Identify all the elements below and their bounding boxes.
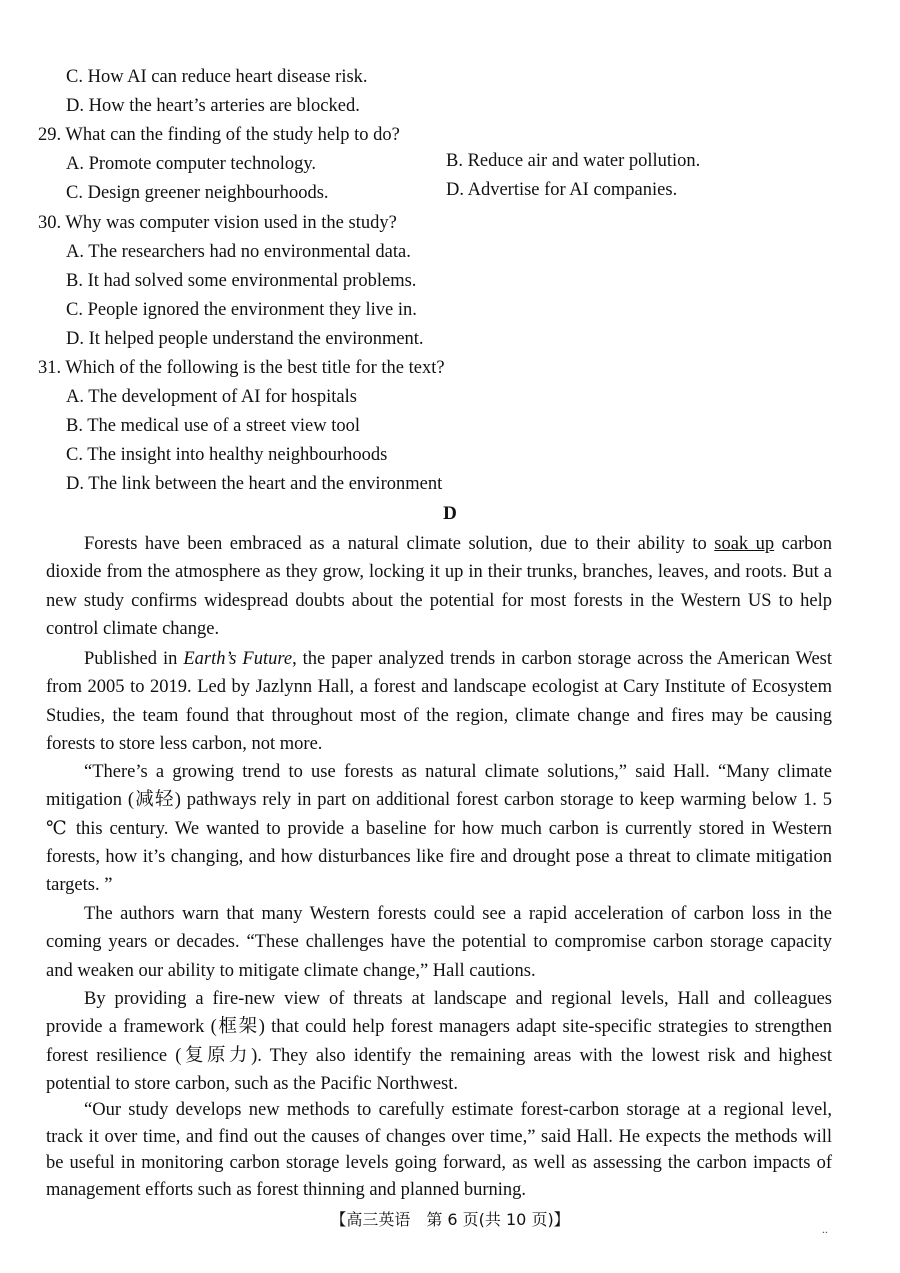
q29-option-d: D. Advertise for AI companies. xyxy=(446,180,678,200)
passage-paragraph-2 xyxy=(46,645,832,758)
q30-option-d: D. It helped people understand the environment. xyxy=(66,329,424,349)
q28-option-d: D. How the heart’s arteries are blocked. xyxy=(66,96,360,116)
p1-text-after: carbon dioxide from the atmosphere as they grow, locking it up in their trunks, branches, leaves, and roots. But a new study confirms widespread doubts about the potential for most forests in the Western US to help control climate change. xyxy=(46,534,832,639)
p1-text-before: Forests have been embraced as a natural climate solution, due to their ability to xyxy=(84,534,715,554)
p1-underlined-phrase: soak up xyxy=(714,534,775,554)
q30-option-c: C. People ignored the environment they live in. xyxy=(66,300,417,320)
corner-mark: .. xyxy=(822,1222,828,1236)
q30-option-b: B. It had solved some environmental problems. xyxy=(66,271,417,291)
q29-option-a: A. Promote computer technology. xyxy=(66,154,317,174)
q31-option-b: B. The medical use of a street view tool xyxy=(66,416,361,436)
q30-option-a: A. The researchers had no environmental data. xyxy=(66,242,411,262)
q31-option-a: A. The development of AI for hospitals xyxy=(66,387,357,407)
q29-option-c: C. Design greener neighbourhoods. xyxy=(66,183,329,203)
passage-paragraph-4: The authors warn that many Western forests could see a rapid acceleration of carbon loss in the coming years or decades. “These challenges have the potential to compromise carbon storage capacity and weaken our ability to mitigate climate change,” Hall cautions. xyxy=(46,904,832,981)
q29-stem: 29. What can the finding of the study help to do? xyxy=(38,125,400,145)
q29-option-b: B. Reduce air and water pollution. xyxy=(446,151,701,171)
q31-stem: 31. Which of the following is the best title for the text? xyxy=(38,358,445,378)
passage-paragraph-6: “Our study develops new methods to carefully estimate forest-carbon storage at a regional level, track it over time, and find out the causes of changes over time,” said Hall. He expects the methods will be useful in monitoring carbon storage levels going forward, as well as assessing the carbon impacts of management efforts such as forest thinning and planned burning. xyxy=(46,1100,832,1200)
q28-option-c: C. How AI can reduce heart disease risk. xyxy=(66,67,368,87)
p2-text-before: Published in xyxy=(84,649,184,669)
q30-stem: 30. Why was computer vision used in the study? xyxy=(38,213,397,233)
p2-journal-title: Earth’s Future xyxy=(183,649,293,669)
p2-text-after: , the paper analyzed trends in carbon storage across the American West from 2005 to 2019. Led by Jazlynn Hall, a forest and landscape ecologist at Cary Institute of Ecosystem Studies, the team found that throughout most of the region, climate change and fires may be causing forests to store less carbon, not more. xyxy=(46,649,833,754)
page-footer: 【高三英语 第 6 页(共 10 页)】 xyxy=(330,1210,570,1229)
section-heading: D xyxy=(443,503,457,524)
passage-paragraph-5: By providing a fire-new view of threats at landscape and regional levels, Hall and colleagues provide a framework (框架) that could help forest managers adapt site-specific strategies to strengthen forest resilience (复原力). They also identify the remaining areas with the lowest risk and highest potential to store carbon, such as the Pacific Northwest. xyxy=(46,989,832,1094)
q31-option-c: C. The insight into healthy neighbourhoods xyxy=(66,445,388,465)
passage-paragraph-3: “There’s a growing trend to use forests as natural climate solutions,” said Hall. “Many climate mitigation (减轻) pathways rely in part on additional forest carbon storage to keep warming below 1. 5 ℃ this century. We wanted to provide a baseline for how much carbon is currently stored in Western forests, how it’s changing, and how disturbances like fire and drought pose a threat to climate mitigation targets. ” xyxy=(46,762,832,896)
passage-paragraph-1 xyxy=(46,530,832,643)
q31-option-d: D. The link between the heart and the environment xyxy=(66,474,443,494)
